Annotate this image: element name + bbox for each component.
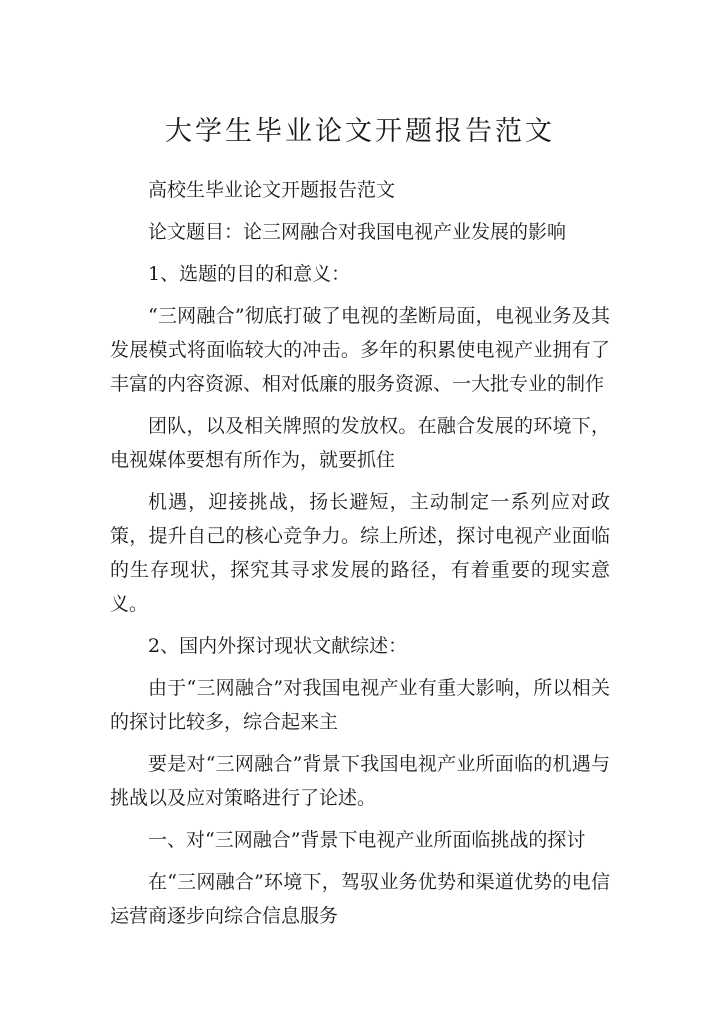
- paragraph: 高校生毕业论文开题报告范文: [148, 179, 396, 201]
- paragraph: 在“三网融合”环境下，驾驭业务优势和渠道优势的电信运营商逐步向综合信息服务: [110, 871, 610, 927]
- paragraph: 一、对“三网融合”背景下电视产业所面临挑战的探讨: [148, 829, 586, 851]
- paragraph: 2、国内外探讨现状文献综述：: [148, 635, 408, 657]
- document-body: [110, 173, 610, 941]
- paragraph: “三网融合”彻底打破了电视的垄断局面，电视业务及其发展模式将面临较大的冲击。多年的积累使电视产业拥有了丰富的内容资源、相对低廉的服务资源、一大批专业的制作: [110, 305, 610, 395]
- paragraph: 要是对“三网融合”背景下我国电视产业所面临的机遇与挑战以及应对策略进行了论述。: [110, 753, 610, 809]
- document-title: 大学生毕业论文开题报告范文: [165, 116, 555, 147]
- paragraph: 机遇，迎接挑战，扬长避短，主动制定一系列应对政策，提升自己的核心竞争力。综上所述，探讨电视产业面临的生存现状，探究其寻求发展的路径，有着重要的现实意义。: [110, 491, 610, 615]
- paragraph: 由于“三网融合”对我国电视产业有重大影响，所以相关的探讨比较多，综合起来主: [110, 677, 610, 733]
- paragraph: 论文题目：论三网融合对我国电视产业发展的影响: [148, 221, 567, 243]
- paragraph: 团队，以及相关牌照的发放权。在融合发展的环境下，电视媒体要想有所作为，就要抓住: [110, 415, 610, 471]
- paragraph: 1、选题的目的和意义：: [148, 263, 351, 285]
